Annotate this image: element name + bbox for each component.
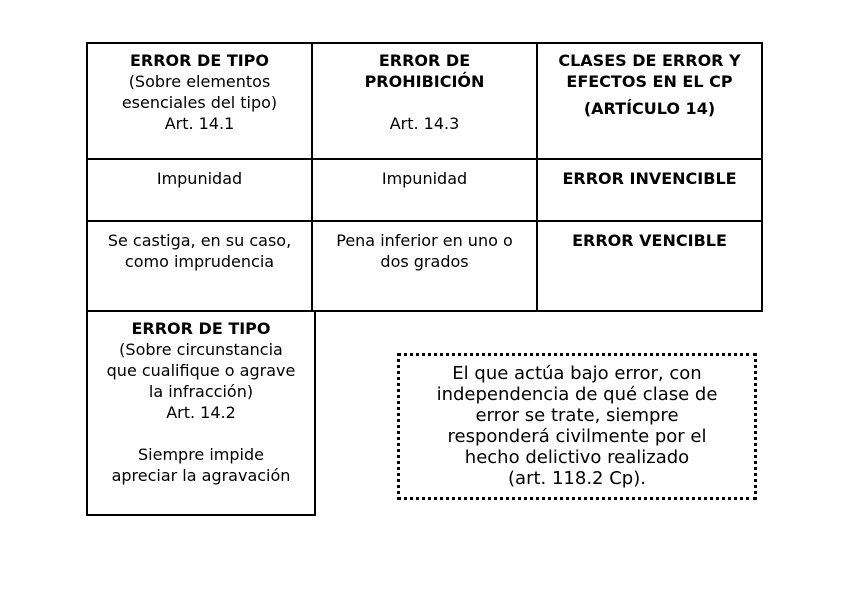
row-invencible-clase bbox=[536, 158, 763, 222]
error-tipo-title: ERROR DE TIPO bbox=[129, 51, 270, 70]
circunstancia-effect: Siempre impide bbox=[138, 445, 264, 464]
cell-text: como imprudencia bbox=[124, 252, 275, 271]
cell-text: dos grados bbox=[380, 252, 469, 271]
note-line: hecho delictivo realizado bbox=[464, 447, 690, 468]
cell-text: Pena inferior en uno o bbox=[336, 231, 513, 250]
error-prohibicion-title1: ERROR DE bbox=[378, 51, 471, 70]
note-line: error se trate, siempre bbox=[475, 405, 679, 426]
clases-line2: EFECTOS EN EL CP bbox=[566, 72, 733, 91]
circunstancia-line: que cualifique o agrave bbox=[106, 361, 296, 380]
error-tipo-circunstancia-box bbox=[86, 310, 316, 516]
note-line: independencia de qué clase de bbox=[436, 384, 718, 405]
error-invencible-label: ERROR INVENCIBLE bbox=[562, 169, 737, 188]
circunstancia-article: Art. 14.2 bbox=[166, 403, 236, 422]
clases-line1: CLASES DE ERROR Y bbox=[558, 51, 741, 70]
responsabilidad-civil-note bbox=[397, 353, 757, 500]
error-tipo-sub2: esenciales del tipo) bbox=[121, 93, 278, 112]
error-tipo-sub1: (Sobre elementos bbox=[128, 72, 271, 91]
row-vencible-clase bbox=[536, 220, 763, 312]
circunstancia-line: la infracción) bbox=[148, 382, 254, 401]
note-line: El que actúa bajo error, con bbox=[452, 363, 702, 384]
circunstancia-title: ERROR DE TIPO bbox=[131, 319, 271, 338]
header-error-prohibicion bbox=[311, 42, 538, 160]
row-invencible-prohibicion bbox=[311, 158, 538, 222]
header-clases bbox=[536, 42, 763, 160]
clases-line3: (ARTÍCULO 14) bbox=[583, 99, 716, 118]
note-line: responderá civilmente por el bbox=[447, 426, 707, 447]
error-vencible-label: ERROR VENCIBLE bbox=[572, 231, 727, 250]
note-line: (art. 118.2 Cp). bbox=[508, 468, 646, 489]
error-prohibicion-article: Art. 14.3 bbox=[389, 114, 460, 133]
header-error-tipo bbox=[86, 42, 313, 160]
row-vencible-tipo bbox=[86, 220, 313, 312]
cell-text: Se castiga, en su caso, bbox=[107, 231, 292, 250]
row-vencible-prohibicion bbox=[311, 220, 538, 312]
circunstancia-effect: apreciar la agravación bbox=[111, 466, 291, 485]
error-tipo-article: Art. 14.1 bbox=[164, 114, 235, 133]
row-invencible-tipo bbox=[86, 158, 313, 222]
cell-text: Impunidad bbox=[381, 169, 468, 188]
cell-text: Impunidad bbox=[156, 169, 243, 188]
circunstancia-line: (Sobre circunstancia bbox=[119, 340, 283, 359]
error-prohibicion-title2: PROHIBICIÓN bbox=[364, 72, 485, 91]
